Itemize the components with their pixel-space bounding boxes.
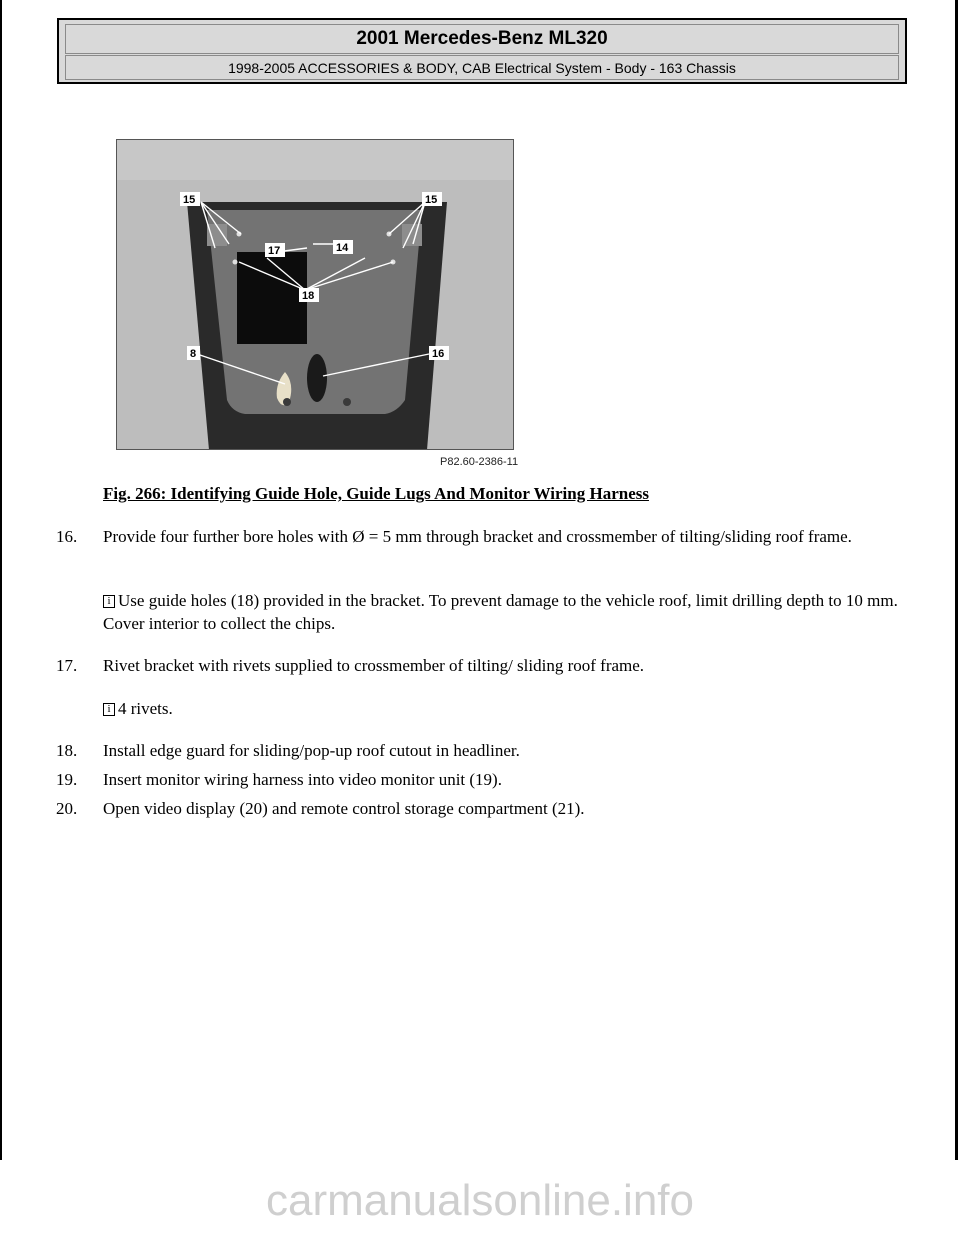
guide-lug-left — [207, 224, 227, 246]
note-rivets — [103, 697, 903, 720]
step-text: Insert monitor wiring harness into video monitor unit (19). — [103, 770, 502, 789]
callout-label: 17 — [268, 245, 281, 257]
figure-code: P82.60-2386-11 — [440, 456, 519, 468]
step-text: Provide four further bore holes with Ø = 5 mm through bracket and crossmember of tilting/sliding roof frame. — [103, 527, 852, 546]
step-number: 16. — [56, 527, 78, 546]
step-number: 20. — [56, 799, 78, 818]
note-text: Use guide holes (18) provided in the bracket. To prevent damage to the vehicle roof, limit drilling depth to 10 mm. Cover interior to collect the chips. — [103, 591, 898, 633]
header-subtitle: 1998-2005 ACCESSORIES & BODY, CAB Electrical System - Body - 163 Chassis — [65, 55, 899, 80]
step-number: 18. — [56, 741, 78, 760]
watermark: carmanualsonline.info — [0, 1160, 960, 1242]
rivet — [343, 398, 351, 406]
page-border-left — [0, 0, 2, 1160]
info-icon: i — [103, 595, 115, 608]
step-number: 17. — [56, 656, 78, 675]
callout-label: 8 — [190, 348, 197, 360]
note-guide-holes — [103, 589, 903, 635]
callout-label: 18 — [302, 290, 315, 302]
page-border-right — [955, 0, 958, 1160]
info-icon: i — [103, 703, 115, 716]
callout-label: 14 — [336, 242, 349, 254]
callout-label: 15 — [183, 194, 196, 206]
note-text: 4 rivets. — [118, 699, 173, 718]
step-text: Open video display (20) and remote control storage compartment (21). — [103, 799, 585, 818]
callout-label: 16 — [432, 348, 445, 360]
figure-caption: Fig. 266: Identifying Guide Hole, Guide Lugs And Monitor Wiring Harness — [103, 484, 649, 503]
headliner-top — [117, 140, 513, 180]
figure-photo — [116, 139, 514, 450]
bracket-photo-illustration — [117, 140, 513, 449]
guide-hole — [307, 354, 327, 402]
callout-label: 15 — [425, 194, 438, 206]
document-header — [57, 18, 907, 84]
step-text: Rivet bracket with rivets supplied to crossmember of tilting/ sliding roof frame. — [103, 656, 645, 675]
header-title: 2001 Mercedes-Benz ML320 — [65, 24, 899, 54]
step-number: 19. — [56, 770, 78, 789]
step-text: Install edge guard for sliding/pop-up roof cutout in headliner. — [103, 741, 520, 760]
bore-hole — [233, 260, 238, 265]
rivet — [283, 398, 291, 406]
